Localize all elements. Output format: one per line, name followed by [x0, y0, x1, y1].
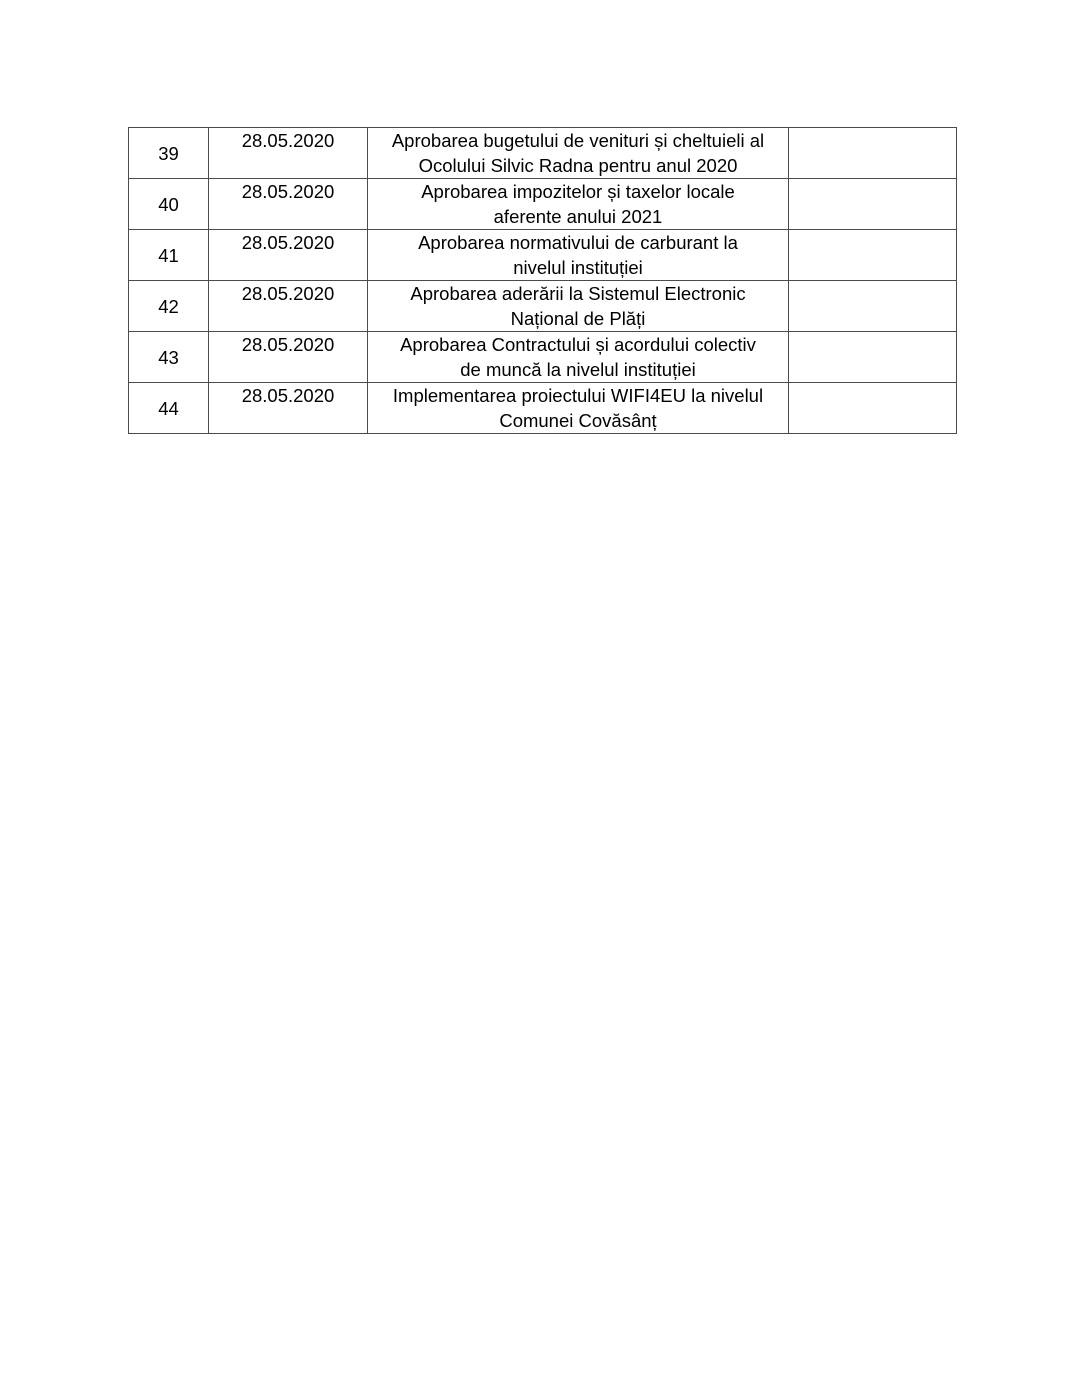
row-title-line-1: Aprobarea aderării la Sistemul Electronic — [410, 283, 746, 304]
row-title-line-2: nivelul instituției — [513, 257, 643, 278]
table-row — [129, 128, 957, 179]
row-number: 39 — [129, 128, 209, 179]
row-note — [789, 383, 957, 434]
row-note — [789, 179, 957, 230]
row-title-line-2: Ocolului Silvic Radna pentru anul 2020 — [418, 155, 738, 176]
row-title-line-1: Aprobarea impozitelor și taxelor locale — [421, 181, 735, 202]
row-title — [368, 383, 789, 434]
row-title — [368, 230, 789, 281]
row-number: 43 — [129, 332, 209, 383]
decisions-table — [128, 127, 957, 434]
row-title-line-2: aferente anului 2021 — [493, 206, 663, 227]
row-number: 42 — [129, 281, 209, 332]
row-date: 28.05.2020 — [209, 332, 368, 383]
row-title-line-1: Aprobarea Contractului și acordului colectiv — [400, 334, 756, 355]
row-title-line-2: de muncă la nivelul instituției — [460, 359, 696, 380]
table-row — [129, 281, 957, 332]
row-date: 28.05.2020 — [209, 230, 368, 281]
row-title-line-2: Național de Plăți — [510, 308, 646, 329]
table-row — [129, 230, 957, 281]
row-title — [368, 128, 789, 179]
row-title-line-1: Aprobarea bugetului de venituri și cheltuieli al — [391, 130, 765, 151]
row-note — [789, 128, 957, 179]
row-date: 28.05.2020 — [209, 281, 368, 332]
row-title — [368, 179, 789, 230]
row-title-line-1: Aprobarea normativului de carburant la — [418, 232, 738, 253]
row-number: 41 — [129, 230, 209, 281]
row-date: 28.05.2020 — [209, 179, 368, 230]
row-note — [789, 332, 957, 383]
row-title — [368, 332, 789, 383]
table-row — [129, 179, 957, 230]
row-date: 28.05.2020 — [209, 383, 368, 434]
row-date: 28.05.2020 — [209, 128, 368, 179]
row-title — [368, 281, 789, 332]
row-note — [789, 281, 957, 332]
row-number: 44 — [129, 383, 209, 434]
row-number: 40 — [129, 179, 209, 230]
row-note — [789, 230, 957, 281]
row-title-line-1: Implementarea proiectului WIFI4EU la nivelul — [392, 385, 764, 406]
row-title-line-2: Comunei Covăsânț — [499, 410, 657, 431]
table-row — [129, 383, 957, 434]
table-row — [129, 332, 957, 383]
